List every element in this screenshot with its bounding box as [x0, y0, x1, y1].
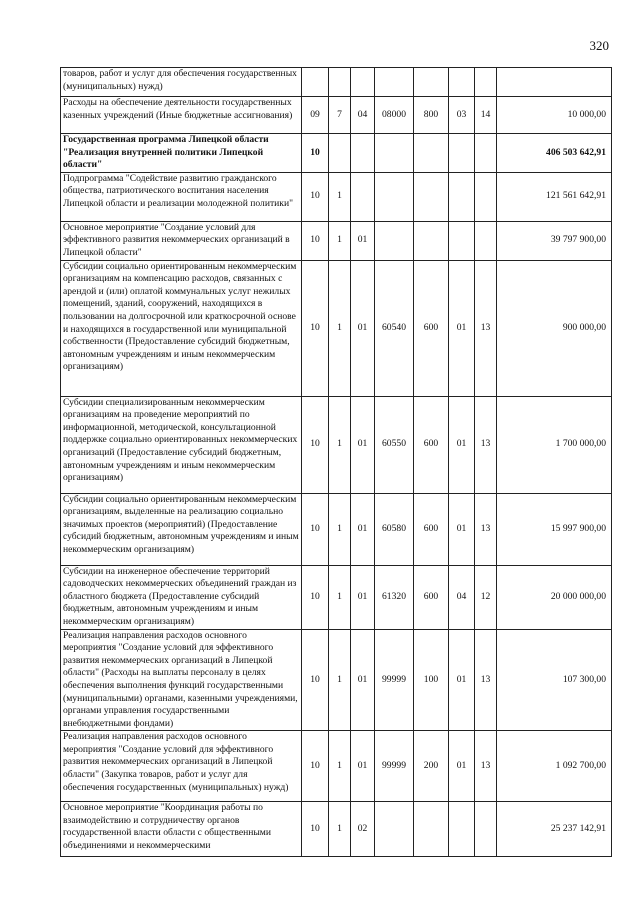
code-section-cell: [449, 221, 475, 260]
code-section-cell: 01: [449, 731, 475, 802]
code-event-cell: 04: [351, 97, 375, 134]
code-section-cell: [449, 68, 475, 97]
code-direction-cell: 60580: [375, 493, 414, 565]
code-direction-cell: [375, 221, 414, 260]
code-section-cell: 01: [449, 493, 475, 565]
row-name-cell: Субсидии социально ориентированным некоммерческим организациям на компенсацию расходов, связанных с арендой и (или) оплатой коммунальных услуг нежилых помещений, зданий, сооружений, находящихся в пользовании на долгосрочной или краткосрочной основе и находящихся в государственной или муниципальной собственности (Предоставление субсидий бюджетным, автономным учреждениям и иным некоммерческим организациям): [61, 260, 302, 396]
row-name-cell: Основное мероприятие "Создание условий для эффективного развития некоммерческих организаций в Липецкой области": [61, 221, 302, 260]
code-event-cell: 01: [351, 493, 375, 565]
code-subprogram-cell: [329, 134, 351, 173]
code-expense-type-cell: 600: [414, 260, 449, 396]
code-subsection-cell: 12: [475, 565, 497, 629]
table-row: [61, 802, 612, 857]
code-program-cell: 10: [302, 802, 329, 857]
budget-table: [60, 67, 612, 857]
code-program-cell: 10: [302, 731, 329, 802]
code-program-cell: [302, 68, 329, 97]
code-direction-cell: [375, 134, 414, 173]
code-program-cell: 10: [302, 221, 329, 260]
code-subsection-cell: 13: [475, 731, 497, 802]
code-direction-cell: 61320: [375, 565, 414, 629]
code-program-cell: 10: [302, 493, 329, 565]
code-subsection-cell: 13: [475, 493, 497, 565]
code-program-cell: 10: [302, 629, 329, 731]
code-subprogram-cell: 1: [329, 493, 351, 565]
code-direction-cell: 99999: [375, 731, 414, 802]
code-subsection-cell: 13: [475, 396, 497, 493]
code-program-cell: 10: [302, 172, 329, 221]
code-expense-type-cell: 600: [414, 565, 449, 629]
code-subsection-cell: [475, 134, 497, 173]
code-direction-cell: 60550: [375, 396, 414, 493]
code-subprogram-cell: 1: [329, 629, 351, 731]
code-event-cell: 01: [351, 260, 375, 396]
code-event-cell: 01: [351, 629, 375, 731]
amount-cell: 15 997 900,00: [497, 493, 612, 565]
row-name-cell: товаров, работ и услуг для обеспечения государственных (муниципальных) нужд): [61, 68, 302, 97]
code-program-cell: 09: [302, 97, 329, 134]
table-row: [61, 260, 612, 396]
code-program-cell: 10: [302, 260, 329, 396]
row-name-cell: Реализация направления расходов основного мероприятия "Создание условий для эффективного развития некоммерческих организаций в Липецкой области" (Расходы на выплаты персоналу в целях обеспечения выполнения функций государственными (муниципальными) органами, казенными учреждениями, органами управления государственными внебюджетными фондами): [61, 629, 302, 731]
amount-cell: 900 000,00: [497, 260, 612, 396]
code-event-cell: [351, 68, 375, 97]
code-subsection-cell: [475, 172, 497, 221]
amount-cell: 121 561 642,91: [497, 172, 612, 221]
code-section-cell: [449, 134, 475, 173]
code-section-cell: 01: [449, 629, 475, 731]
code-subsection-cell: 14: [475, 97, 497, 134]
code-event-cell: 01: [351, 731, 375, 802]
code-expense-type-cell: [414, 172, 449, 221]
amount-cell: 39 797 900,00: [497, 221, 612, 260]
code-expense-type-cell: [414, 802, 449, 857]
row-name-cell: Субсидии специализированным некоммерческим организациям на проведение мероприятий по информационной, методической, консультационной поддержке социально ориентированных некоммерческих организаций (Предоставление субсидий бюджетным, автономным учреждениям и иным некоммерческим организациям): [61, 396, 302, 493]
code-subprogram-cell: 1: [329, 172, 351, 221]
code-subprogram-cell: 7: [329, 97, 351, 134]
row-name-cell: Подпрограмма "Содействие развитию гражданского общества, патриотического воспитания населения Липецкой области и реализации молодежной политики": [61, 172, 302, 221]
code-program-cell: 10: [302, 396, 329, 493]
amount-cell: 10 000,00: [497, 97, 612, 134]
table-row: [61, 493, 612, 565]
code-subsection-cell: 13: [475, 260, 497, 396]
code-event-cell: [351, 172, 375, 221]
code-subprogram-cell: 1: [329, 565, 351, 629]
code-event-cell: 01: [351, 565, 375, 629]
table-row: [61, 134, 612, 173]
code-event-cell: [351, 134, 375, 173]
code-subprogram-cell: 1: [329, 731, 351, 802]
row-name-cell: Государственная программа Липецкой области "Реализация внутренней политики Липецкой области": [61, 134, 302, 173]
code-event-cell: 01: [351, 396, 375, 493]
amount-cell: 107 300,00: [497, 629, 612, 731]
table-row: [61, 565, 612, 629]
row-name-cell: Реализация направления расходов основного мероприятия "Создание условий для эффективного развития некоммерческих организаций в Липецкой области" (Закупка товаров, работ и услуг для обеспечения государственных (муниципальных) нужд): [61, 731, 302, 802]
table-row: [61, 97, 612, 134]
code-section-cell: [449, 802, 475, 857]
table-row: [61, 68, 612, 97]
code-direction-cell: 08000: [375, 97, 414, 134]
amount-cell: [497, 68, 612, 97]
code-subprogram-cell: 1: [329, 260, 351, 396]
code-subsection-cell: 13: [475, 629, 497, 731]
code-section-cell: 01: [449, 260, 475, 396]
code-expense-type-cell: [414, 134, 449, 173]
code-expense-type-cell: 600: [414, 493, 449, 565]
code-expense-type-cell: [414, 68, 449, 97]
code-event-cell: 01: [351, 221, 375, 260]
row-name-cell: Основное мероприятие "Координация работы по взаимодействию и сотрудничеству органов государственной власти области с общественными объединениями и некоммерческими: [61, 802, 302, 857]
code-expense-type-cell: 200: [414, 731, 449, 802]
row-name-cell: Субсидии на инженерное обеспечение территорий садоводческих некоммерческих объединений граждан из областного бюджета (Предоставление субсидий бюджетным, автономным учреждениям и иным некоммерческим организациям): [61, 565, 302, 629]
code-subsection-cell: [475, 802, 497, 857]
code-expense-type-cell: 600: [414, 396, 449, 493]
table-row: [61, 396, 612, 493]
page-number: 320: [589, 38, 609, 53]
code-subprogram-cell: 1: [329, 396, 351, 493]
code-direction-cell: [375, 68, 414, 97]
code-subprogram-cell: 1: [329, 802, 351, 857]
code-event-cell: 02: [351, 802, 375, 857]
amount-cell: 1 700 000,00: [497, 396, 612, 493]
code-direction-cell: [375, 802, 414, 857]
code-subsection-cell: [475, 68, 497, 97]
amount-cell: 1 092 700,00: [497, 731, 612, 802]
code-subsection-cell: [475, 221, 497, 260]
amount-cell: 25 237 142,91: [497, 802, 612, 857]
code-subprogram-cell: [329, 68, 351, 97]
row-name-cell: Субсидии социально ориентированным некоммерческим организациям, выделенные на реализацию социально значимых проектов (мероприятий) (Предоставление субсидий бюджетным, автономным учреждениям и иным некоммерческим организациям): [61, 493, 302, 565]
code-section-cell: 03: [449, 97, 475, 134]
table-row: [61, 172, 612, 221]
code-direction-cell: 99999: [375, 629, 414, 731]
amount-cell: 20 000 000,00: [497, 565, 612, 629]
code-section-cell: [449, 172, 475, 221]
row-name-cell: Расходы на обеспечение деятельности государственных казенных учреждений (Иные бюджетные ассигнования): [61, 97, 302, 134]
table-row: [61, 629, 612, 731]
code-section-cell: 01: [449, 396, 475, 493]
code-expense-type-cell: [414, 221, 449, 260]
code-direction-cell: [375, 172, 414, 221]
table-row: [61, 221, 612, 260]
code-program-cell: 10: [302, 134, 329, 173]
amount-cell: 406 503 642,91: [497, 134, 612, 173]
code-program-cell: 10: [302, 565, 329, 629]
code-expense-type-cell: 800: [414, 97, 449, 134]
code-direction-cell: 60540: [375, 260, 414, 396]
code-subprogram-cell: 1: [329, 221, 351, 260]
code-expense-type-cell: 100: [414, 629, 449, 731]
code-section-cell: 04: [449, 565, 475, 629]
table-row: [61, 731, 612, 802]
